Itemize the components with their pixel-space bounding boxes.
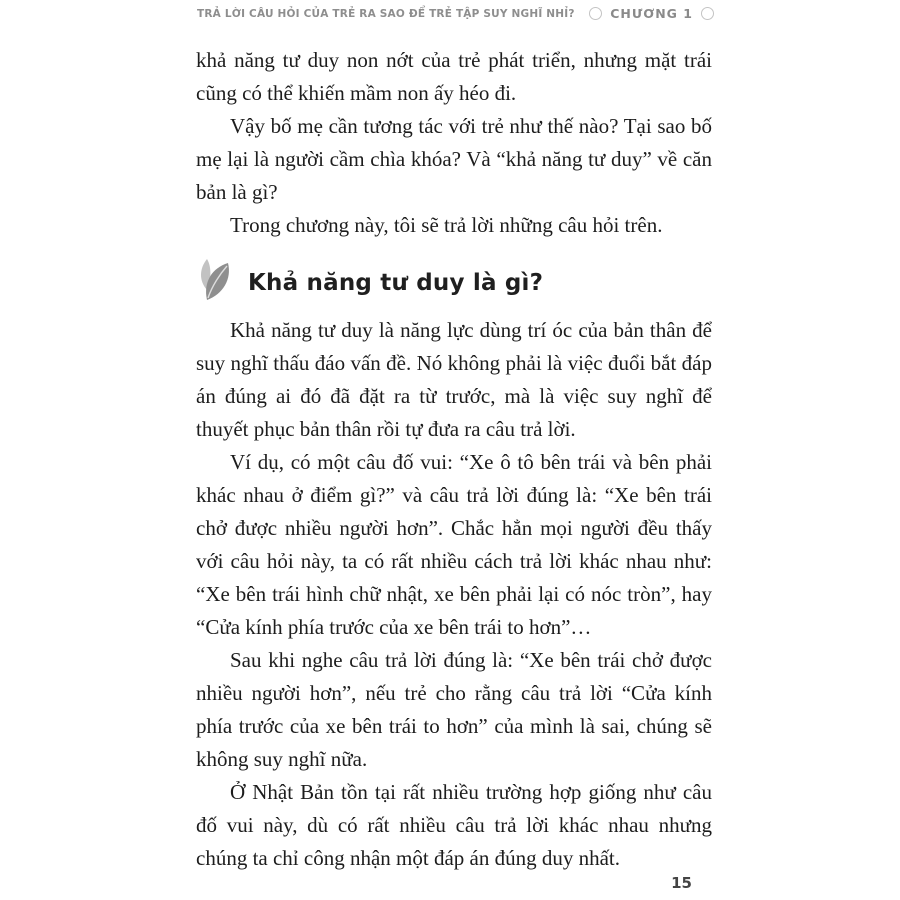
leaf-icon: [196, 258, 236, 302]
page-footer: [671, 874, 692, 892]
page-number: 15: [671, 874, 692, 892]
paragraph: Vậy bố mẹ cần tương tác với trẻ như thế nào? Tại sao bố mẹ lại là người cầm chìa khóa? Và “khả năng tư duy” về căn bản là gì?: [196, 114, 712, 204]
paragraph: khả năng tư duy non nớt của trẻ phát triển, nhưng mặt trái cũng có thể khiến mầm non ấy héo đi.: [196, 48, 712, 105]
decorative-circle-left: [589, 7, 602, 20]
paragraph: Trong chương này, tôi sẽ trả lời những câu hỏi trên.: [230, 213, 663, 237]
section-heading: Khả năng tư duy là gì?: [248, 270, 544, 296]
chapter-marker: [589, 6, 714, 21]
paragraph: Ở Nhật Bản tồn tại rất nhiều trường hợp giống như câu đố vui này, dù có rất nhiều câu trả lời khác nhau nhưng chúng ta chỉ công nhận một đáp án đúng duy nhất.: [196, 780, 712, 870]
section-heading-row: [196, 264, 712, 302]
chapter-label: CHƯƠNG 1: [610, 6, 693, 21]
decorative-circle-right: [701, 7, 714, 20]
paragraph: Ví dụ, có một câu đố vui: “Xe ô tô bên trái và bên phải khác nhau ở điểm gì?” và câu trả lời đúng là: “Xe bên trái chở được nhiều người hơn”. Chắc hẳn mọi người đều thấy với câu hỏi này, ta có rất nhiều cách trả lời khác nhau như: “Xe bên trái hình chữ nhật, xe bên phải lại có nóc tròn”, hay “Cửa kính phía trước của xe bên trái to hơn”…: [196, 450, 712, 639]
paragraph: Sau khi nghe câu trả lời đúng là: “Xe bên trái chở được nhiều người hơn”, nếu trẻ cho rằng câu trả lời “Cửa kính phía trước của xe bên trái to hơn” của mình là sai, chúng sẽ không suy nghĩ nữa.: [196, 648, 712, 771]
page-header: [197, 6, 714, 21]
paragraph: Khả năng tư duy là năng lực dùng trí óc của bản thân để suy nghĩ thấu đáo vấn đề. Nó không phải là việc đuổi bắt đáp án đúng ai đó đã đặt ra từ trước, mà là việc suy nghĩ để thuyết phục bản thân rồi tự đưa ra câu trả lời.: [196, 318, 712, 441]
running-title: TRẢ LỜI CÂU HỎI CỦA TRẺ RA SAO ĐỂ TRẺ TẬP SUY NGHĨ NHỈ?: [197, 7, 575, 20]
page-body: [196, 44, 712, 875]
